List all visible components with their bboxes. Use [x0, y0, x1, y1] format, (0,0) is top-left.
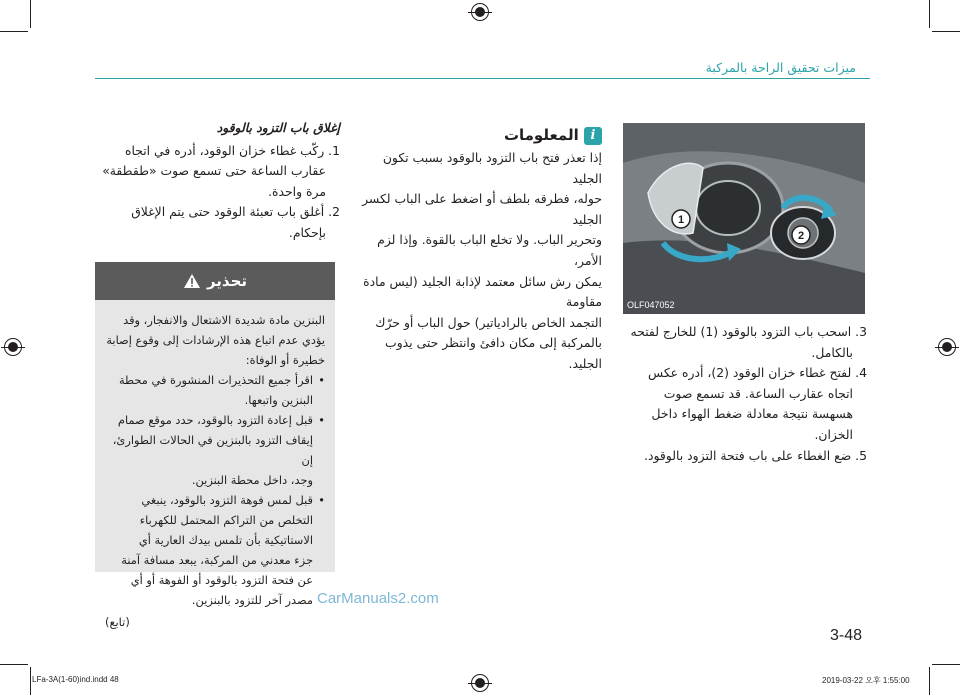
info-heading	[358, 124, 602, 146]
crop-mark	[0, 664, 28, 665]
svg-text:1: 1	[677, 214, 685, 226]
crop-mark	[932, 664, 960, 665]
warning-triangle-icon	[183, 273, 201, 289]
crop-mark	[0, 31, 28, 32]
crop-mark	[929, 0, 930, 28]
info-icon: i	[584, 127, 602, 145]
warning-continued: (تابع)	[105, 615, 130, 629]
closing-step-line: بإحكام.	[288, 224, 326, 240]
opening-step-line: اتجاه عقارب الساعة. قد تسمع صوت	[663, 385, 853, 401]
warning-bullet	[105, 370, 313, 410]
opening-step-line: 5. ضع الغطاء على باب فتحة التزود بالوقود.	[644, 447, 867, 463]
warning-title: تحذير	[206, 272, 248, 290]
left-column	[95, 118, 340, 244]
warning-bullet-line: قبل إعادة التزود بالوقود، حدد موقع صمام	[117, 413, 313, 427]
crop-mark	[30, 667, 31, 695]
info-line: بالمركبة إلى مكان دافئ وانتظر حتى يذوب الجليد.	[385, 335, 602, 371]
warning-bullet-line: مصدر آخر للتزود بالبنزين.	[191, 593, 313, 607]
closing-heading: إغلاق باب التزود بالوقود	[216, 120, 340, 135]
registration-mark	[471, 3, 489, 21]
opening-step-line: الخزان.	[814, 426, 853, 442]
crop-mark	[929, 667, 930, 695]
closing-step-line: 2. أغلق باب تعبئة الوقود حتى يتم الإغلاق	[131, 204, 340, 220]
crop-mark	[932, 31, 960, 32]
info-line: وتحرير الباب. ولا تخلع الباب بالقوة. وإذا لزم الأمر،	[377, 232, 602, 268]
warning-list	[105, 370, 325, 610]
section-rule	[95, 78, 870, 79]
warning-bullet-line: جزء معدني من المركبة، يبعد مسافة آمنة	[121, 553, 313, 567]
opening-steps	[623, 322, 867, 466]
registration-mark	[471, 674, 489, 692]
warning-body	[95, 300, 335, 632]
opening-step-line: بالكامل.	[811, 344, 853, 360]
info-line: التجمد الخاص بالرادياتير) حول الباب أو حرّك	[375, 314, 602, 330]
warning-intro-line: يؤدي عدم اتباع هذه الإرشادات إلى وقوع إصابة	[106, 333, 325, 347]
warning-bullet-line: التخلص من التراكم المحتمل للكهرباء	[139, 513, 313, 527]
page-number: 3-48	[830, 627, 863, 644]
figure-label: OLF047052	[627, 300, 675, 310]
section-title: ميزات تحقيق الراحة بالمركبة	[705, 60, 856, 75]
info-title: المعلومات	[503, 126, 579, 144]
info-line: إذا تعذر فتح باب التزود بالوقود بسبب تكون الجليد	[382, 150, 602, 186]
info-line: حوله، فطرقه بلطف أو اضغط على الباب لكسر الجليد	[362, 191, 602, 227]
warning-header	[95, 262, 335, 300]
fuel-door-illustration	[623, 123, 865, 314]
watermark: CarManuals2.com	[317, 590, 439, 607]
registration-mark	[4, 338, 22, 356]
info-block	[358, 124, 602, 375]
footer-file: LFa-3A(1-60)ind.indd 48	[32, 675, 119, 684]
footer-date: 2019-03-22 오후 1:55:00	[822, 676, 910, 685]
warning-intro-line: البنزين مادة شديدة الاشتعال والانفجار، وقد	[123, 313, 325, 327]
info-line: يمكن رش سائل معتمد لإذابة الجليد (ليس مادة مقاومة	[363, 273, 602, 310]
warning-bullet-line: الاستاتيكية بأن تلمس بيدك العارية أي	[138, 533, 313, 547]
warning-intro-line: خطيرة أو الوفاة:	[245, 353, 325, 367]
warning-bullet	[105, 490, 313, 610]
registration-mark	[938, 338, 956, 356]
warning-bullet	[105, 410, 313, 490]
warning-bullet-line: البنزين واتبعها.	[244, 393, 313, 407]
warning-bullet-line: وجد، داخل محطة البنزين.	[191, 473, 313, 487]
warning-bullet-line: اقرأ جميع التحذيرات المنشورة في محطة	[118, 373, 313, 387]
warning-bullet-line: قبل لمس فوهة التزود بالوقود، ينبغي	[141, 493, 313, 507]
svg-text:2: 2	[797, 230, 805, 242]
crop-mark	[30, 0, 31, 28]
opening-step-line: 4. لفتح غطاء خزان الوقود (2)، أدره عكس	[648, 365, 867, 381]
fuel-door-figure	[623, 123, 865, 314]
closing-step-line: مرة واحدة.	[268, 183, 326, 199]
warning-bullet-line: إيقاف التزود بالبنزين في الحالات الطوارئ، إن	[112, 433, 313, 467]
closing-step-line: عقارب الساعة حتى تسمع صوت «طقطقة»	[102, 163, 326, 179]
warning-box	[95, 262, 335, 629]
opening-step-line: 3. اسحب باب التزود بالوقود (1) للخارج لفتحه	[630, 324, 867, 339]
warning-bullet-line: عن فتحة التزود بالوقود أو الفوهة أو أي	[130, 573, 313, 587]
opening-step-line: هسهسة نتيجة معادلة ضغط الهواء داخل	[651, 406, 853, 422]
closing-step-line: 1. ركّب غطاء خزان الوقود، أدره في اتجاه	[124, 142, 340, 158]
